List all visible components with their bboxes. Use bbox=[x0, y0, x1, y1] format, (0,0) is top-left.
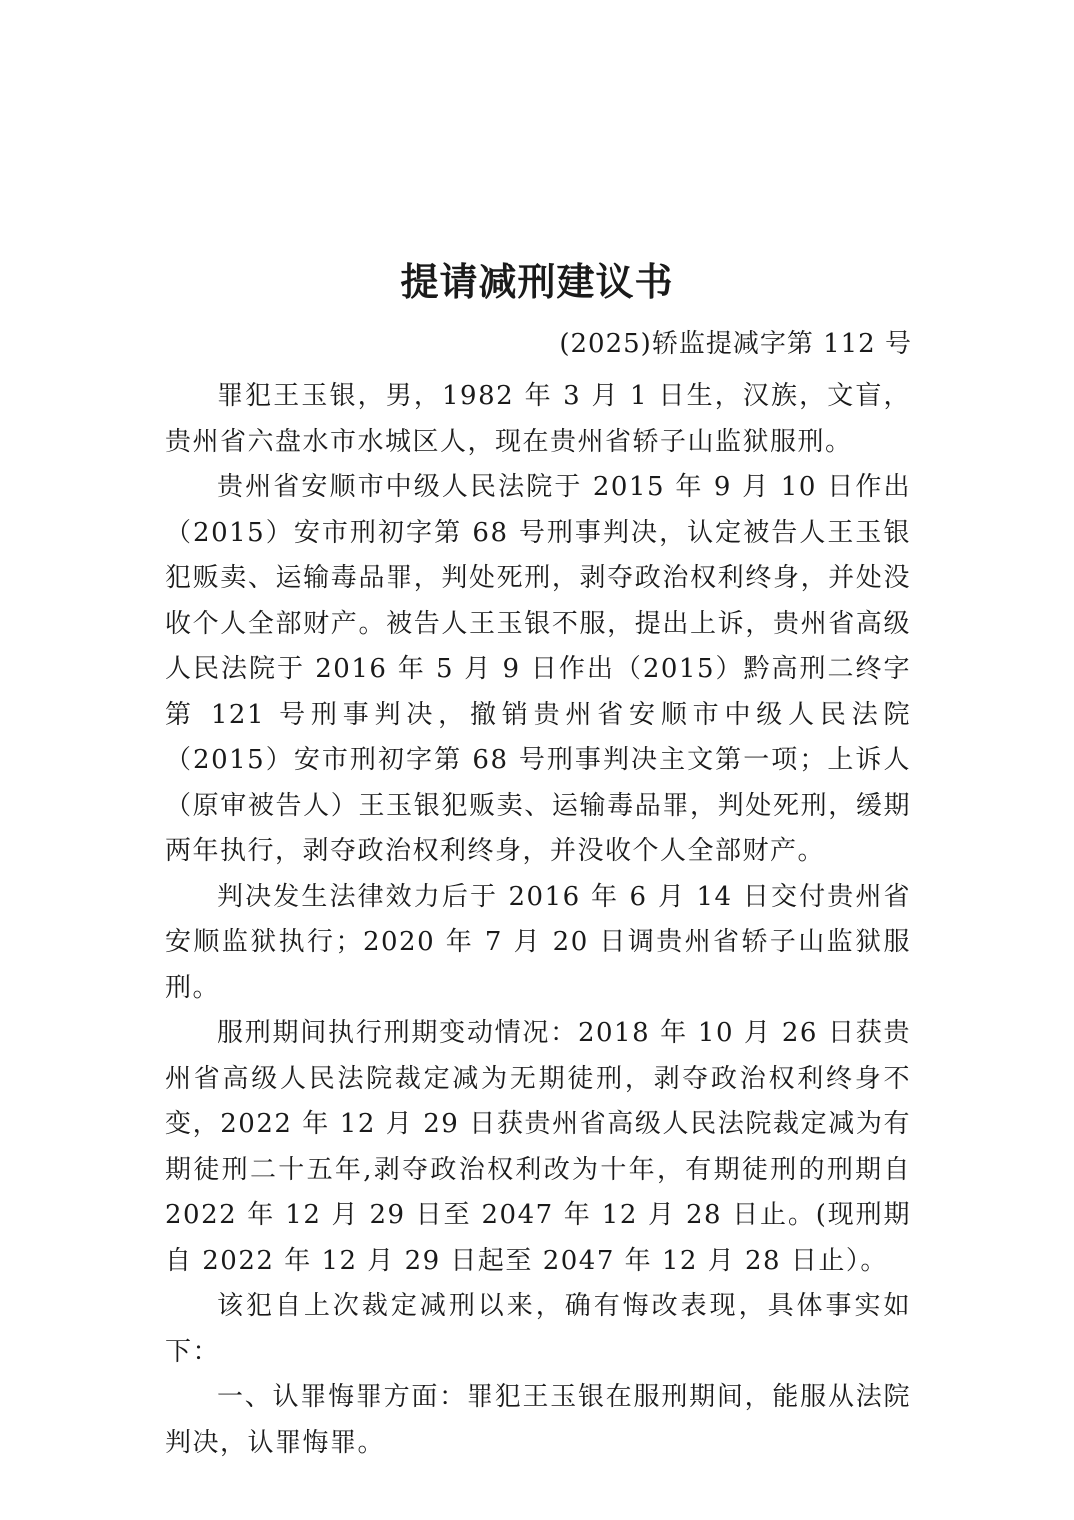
document-number: (2025)轿监提减字第 112 号 bbox=[559, 329, 912, 359]
paragraph-repentance-intro: 该犯自上次裁定减刑以来，确有悔改表现，具体事实如下： bbox=[165, 1291, 911, 1367]
document-body bbox=[165, 374, 911, 1466]
paragraph-execution: 判决发生法律效力后于 2016 年 6 月 14 日交付贵州省安顺监狱执行；2020 年 7 月 20 日调贵州省轿子山监狱服刑。 bbox=[165, 881, 911, 1003]
paragraph-sentence-changes: 服刑期间执行刑期变动情况：2018 年 10 月 26 日获贵州省高级人民法院裁定减为无期徒刑，剥夺政治权利终身不变，2022 年 12 月 29 日获贵州省高级人民法院裁定减为有期徒刑二十五年,剥夺政治权利改为十年，有期徒刑的刑期自 2022 年 12 月 29 日至 2047 年 12 月 28 日止。(现刑期自 2022 年 12 月 29 日起至 2047 年 12 月 28 日止）。 bbox=[165, 1018, 911, 1276]
paragraph-criminal-info: 罪犯王玉银，男，1982 年 3 月 1 日生，汉族，文盲，贵州省六盘水市水城区人，现在贵州省轿子山监狱服刑。 bbox=[165, 381, 911, 457]
document-title: 提请减刑建议书 bbox=[400, 259, 674, 304]
paragraph-judgment-history: 贵州省安顺市中级人民法院于 2015 年 9 月 10 日作出（2015）安市刑初字第 68 号刑事判决，认定被告人王玉银犯贩卖、运输毒品罪，判处死刑，剥夺政治权利终身，并处没收个人全部财产。被告人王玉银不服，提出上诉，贵州省高级人民法院于 2016 年 5 月 9 日作出（2015）黔高刑二终字第 121 号刑事判决，撤销贵州省安顺市中级人民法院（2015）安市刑初字第 68 号刑事判决主文第一项；上诉人（原审被告人）王玉银犯贩卖、运输毒品罪，判处死刑，缓期两年执行，剥夺政治权利终身，并没收个人全部财产。 bbox=[165, 472, 911, 866]
paragraph-section-one: 一、认罪悔罪方面：罪犯王玉银在服刑期间，能服从法院判决，认罪悔罪。 bbox=[165, 1382, 911, 1458]
